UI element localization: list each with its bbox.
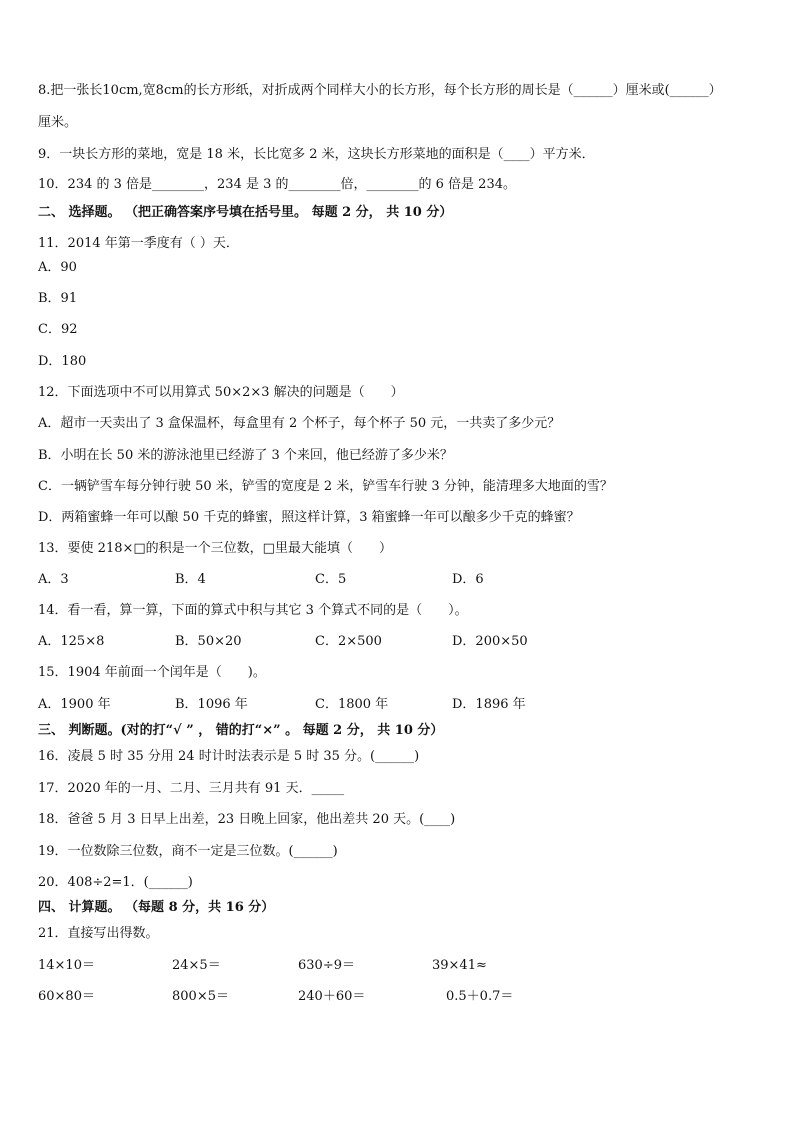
q14-option-a: A．125×8 [38,634,105,649]
q15-option-d: D．1896 年 [452,697,526,712]
q11-option-d: D．180 [38,354,87,369]
q15-option-c: C．1800 年 [315,697,389,712]
q13-option-d: D．6 [452,572,484,587]
q8-line2: 厘米。 [38,115,78,130]
q11-stem: 11．2014 年第一季度有（ ）天． [38,236,239,251]
q14-stem: 14．看一看，算一算，下面的算式中积与其它 3 个算式不同的是（ ）。 [38,603,468,618]
q17: 17．2020 年的一月、二月、三月共有 91 天．_____ [38,781,345,796]
section-2-heading: 二、 选择题。 （把正确答案序号填在括号里。 每题 2 分， 共 10 分） [38,205,453,220]
q12-option-d: D．两箱蜜蜂一年可以酿 50 千克的蜂蜜，照这样计算，3 箱蜜蜂一年可以酿多少千克的蜂蜜？ [38,510,580,525]
q21-item-7: 240＋60＝ [298,989,366,1004]
q13-option-c: C．5 [315,572,347,587]
q13-stem: 13．要使 218×□的积是一个三位数，□里最大能填（ ） [38,541,392,556]
q21-item-6: 800×5＝ [172,989,229,1004]
q15-stem: 15．1904 年前面一个闰年是（ )。 [38,665,266,680]
q13-option-b: B．4 [175,572,206,587]
q12-option-c: C．一辆铲雪车每分钟行驶 50 米，铲雪的宽度是 2 米，铲雪车行驶 3 分钟，能清理多大地面的雪？ [38,479,613,494]
q11-option-b: B．91 [38,291,78,306]
q8-line1: 8.把一张长10cm,宽8cm的长方形纸，对折成两个同样大小的长方形，每个长方形的周长是（______）厘米或(______） [38,83,722,98]
q21-item-5: 60×80＝ [38,989,95,1004]
q21-stem: 21．直接写出得数。 [38,926,159,941]
q19: 19．一位数除三位数，商不一定是三位数。(______) [38,844,338,859]
q10: 10．234 的 3 倍是________，234 是 3 的________倍，________的 6 倍是 234。 [38,177,516,192]
q16: 16．凌晨 5 时 35 分用 24 时计时法表示是 5 时 35 分。(______) [38,749,420,764]
q14-option-d: D．200×50 [452,634,528,649]
q9: 9．一块长方形的菜地，宽是 18 米，长比宽多 2 米，这块长方形菜地的面积是（____）平方米． [38,147,595,162]
q21-item-4: 39×41≈ [432,958,487,973]
q18: 18．爸爸 5 月 3 日早上出差，23 日晚上回家，他出差共 20 天。(____) [38,812,456,827]
q13-option-a: A．3 [38,572,69,587]
q21-item-3: 630÷9＝ [298,958,355,973]
q12-option-a: A．超市一天卖出了 3 盒保温杯，每盒里有 2 个杯子，每个杯子 50 元，一共卖了多少元？ [38,416,561,431]
q14-option-c: C．2×500 [315,634,382,649]
section-3-heading: 三、 判断题。(对的打“√ ” ， 错的打“×” 。 每题 2 分， 共 10 分） [38,723,444,738]
q21-item-2: 24×5＝ [172,958,221,973]
q14-option-b: B．50×20 [175,634,242,649]
q15-option-a: A．1900 年 [38,697,111,712]
q20: 20．408÷2=1．(______) [38,875,193,890]
q21-item-8: 0.5＋0.7＝ [446,989,514,1004]
q21-item-1: 14×10＝ [38,958,95,973]
q11-option-c: C．92 [38,322,78,337]
q11-option-a: A．90 [38,260,77,275]
q15-option-b: B．1096 年 [175,697,248,712]
q12-option-b: B．小明在长 50 米的游泳池里已经游了 3 个来回，他已经游了多少米？ [38,448,453,463]
q12-stem: 12．下面选项中不可以用算式 50×2×3 解决的问题是（ ） [38,385,404,400]
section-4-heading: 四、 计算题。 （每题 8 分，共 16 分） [38,900,275,915]
